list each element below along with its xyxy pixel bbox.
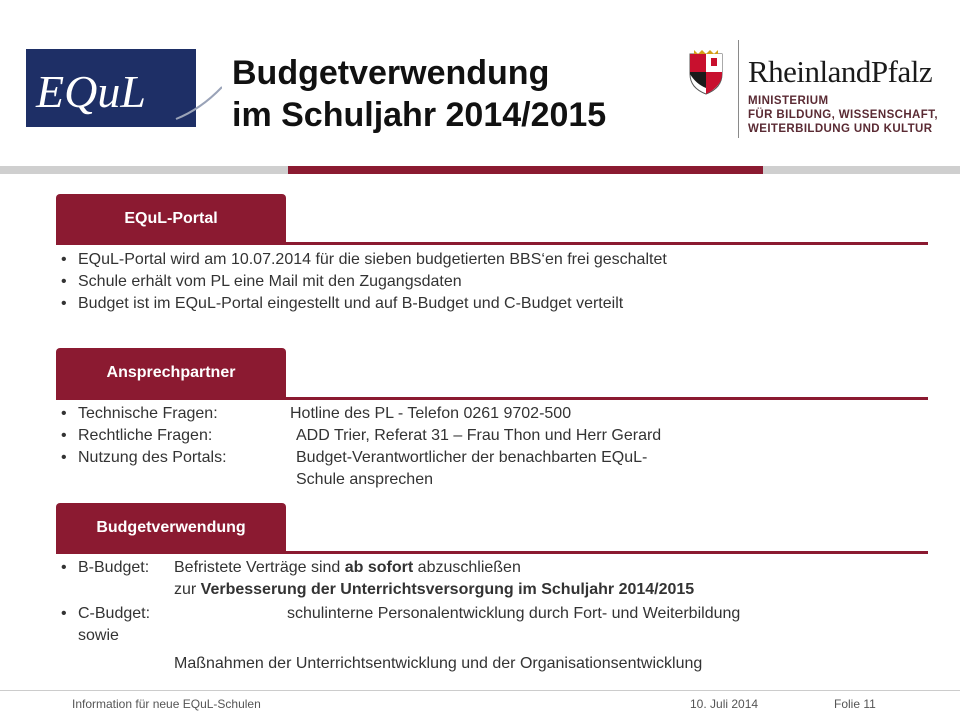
ministry-lines <box>748 94 938 136</box>
section-rule-portal <box>56 242 928 245</box>
budget-text: schulinterne Personalentwicklung durch Fort- und Weiterbildung <box>287 605 741 622</box>
title-line-1: Budgetverwendung <box>232 54 550 92</box>
list-item: • EQuL-Portal wird am 10.07.2014 für die sieben budgetierten BBS‘en frei geschaltet <box>60 249 667 271</box>
contact-label: Nutzung des Portals: <box>78 449 227 466</box>
budget-text: abzuschließen <box>413 559 521 576</box>
budget-list <box>60 557 740 675</box>
budget-text: Befristete Verträge sind <box>174 559 345 576</box>
section-rule-budget <box>56 551 928 554</box>
header-rule-accent <box>288 166 763 174</box>
contacts-list <box>60 403 661 491</box>
ministry-divider <box>738 40 739 138</box>
footer-left: Information für neue EQuL-Schulen <box>72 697 261 711</box>
budget-emphasis: ab sofort <box>344 559 414 576</box>
ministry-line-2: FÜR BILDUNG, WISSENSCHAFT, <box>748 109 938 121</box>
ministry-name: RheinlandPfalz <box>748 54 933 89</box>
ministry-line-1: MINISTERIUM <box>748 95 829 107</box>
equl-logo-text: EQuL <box>36 66 146 117</box>
list-item: • Budget ist im EQuL-Portal eingestellt und auf B-Budget und C-Budget verteilt <box>60 293 667 315</box>
list-item <box>60 603 740 675</box>
budget-text: sowie <box>78 627 119 644</box>
section-rule-contacts <box>56 397 928 400</box>
contact-value: Budget-Verantwortlicher der benachbarten EQuL- <box>296 449 648 466</box>
ministry-line-3: WEITERBILDUNG UND KULTUR <box>748 123 933 135</box>
section-tab-portal: EQuL-Portal <box>56 194 286 244</box>
budget-label: C-Budget: <box>78 605 151 622</box>
budget-label: B-Budget: <box>78 559 150 576</box>
contact-label: Rechtliche Fragen: <box>78 427 213 444</box>
budget-text: zur <box>174 581 201 598</box>
contact-value: Hotline des PL - Telefon 0261 9702-500 <box>290 405 572 422</box>
page-title <box>232 52 672 136</box>
budget-text: Maßnahmen der Unterrichtsentwicklung und der Organisationsentwicklung <box>174 655 703 672</box>
contact-value: ADD Trier, Referat 31 – Frau Thon und Herr Gerard <box>296 427 662 444</box>
section-tab-budget: Budgetverwendung <box>56 503 286 553</box>
list-item <box>60 557 740 601</box>
title-line-2: im Schuljahr 2014/2015 <box>232 96 607 134</box>
list-item <box>60 403 661 425</box>
coat-of-arms-icon <box>686 48 726 96</box>
footer-rule <box>0 690 960 691</box>
list-item <box>60 447 661 491</box>
equl-logo <box>26 49 222 127</box>
footer-date: 10. Juli 2014 <box>690 697 759 711</box>
list-item: • Schule erhält vom PL eine Mail mit den Zugangsdaten <box>60 271 667 293</box>
budget-emphasis: Verbesserung der Unterrichtsversorgung im Schuljahr 2014/2015 <box>200 581 695 598</box>
footer-page-number: Folie 11 <box>834 697 876 711</box>
portal-list <box>60 249 667 315</box>
contact-value-continued: Schule ansprechen <box>296 471 433 488</box>
budget-line-2 <box>78 579 740 601</box>
contact-label: Technische Fragen: <box>78 405 218 422</box>
list-item <box>60 425 661 447</box>
section-tab-contacts: Ansprechpartner <box>56 348 286 398</box>
